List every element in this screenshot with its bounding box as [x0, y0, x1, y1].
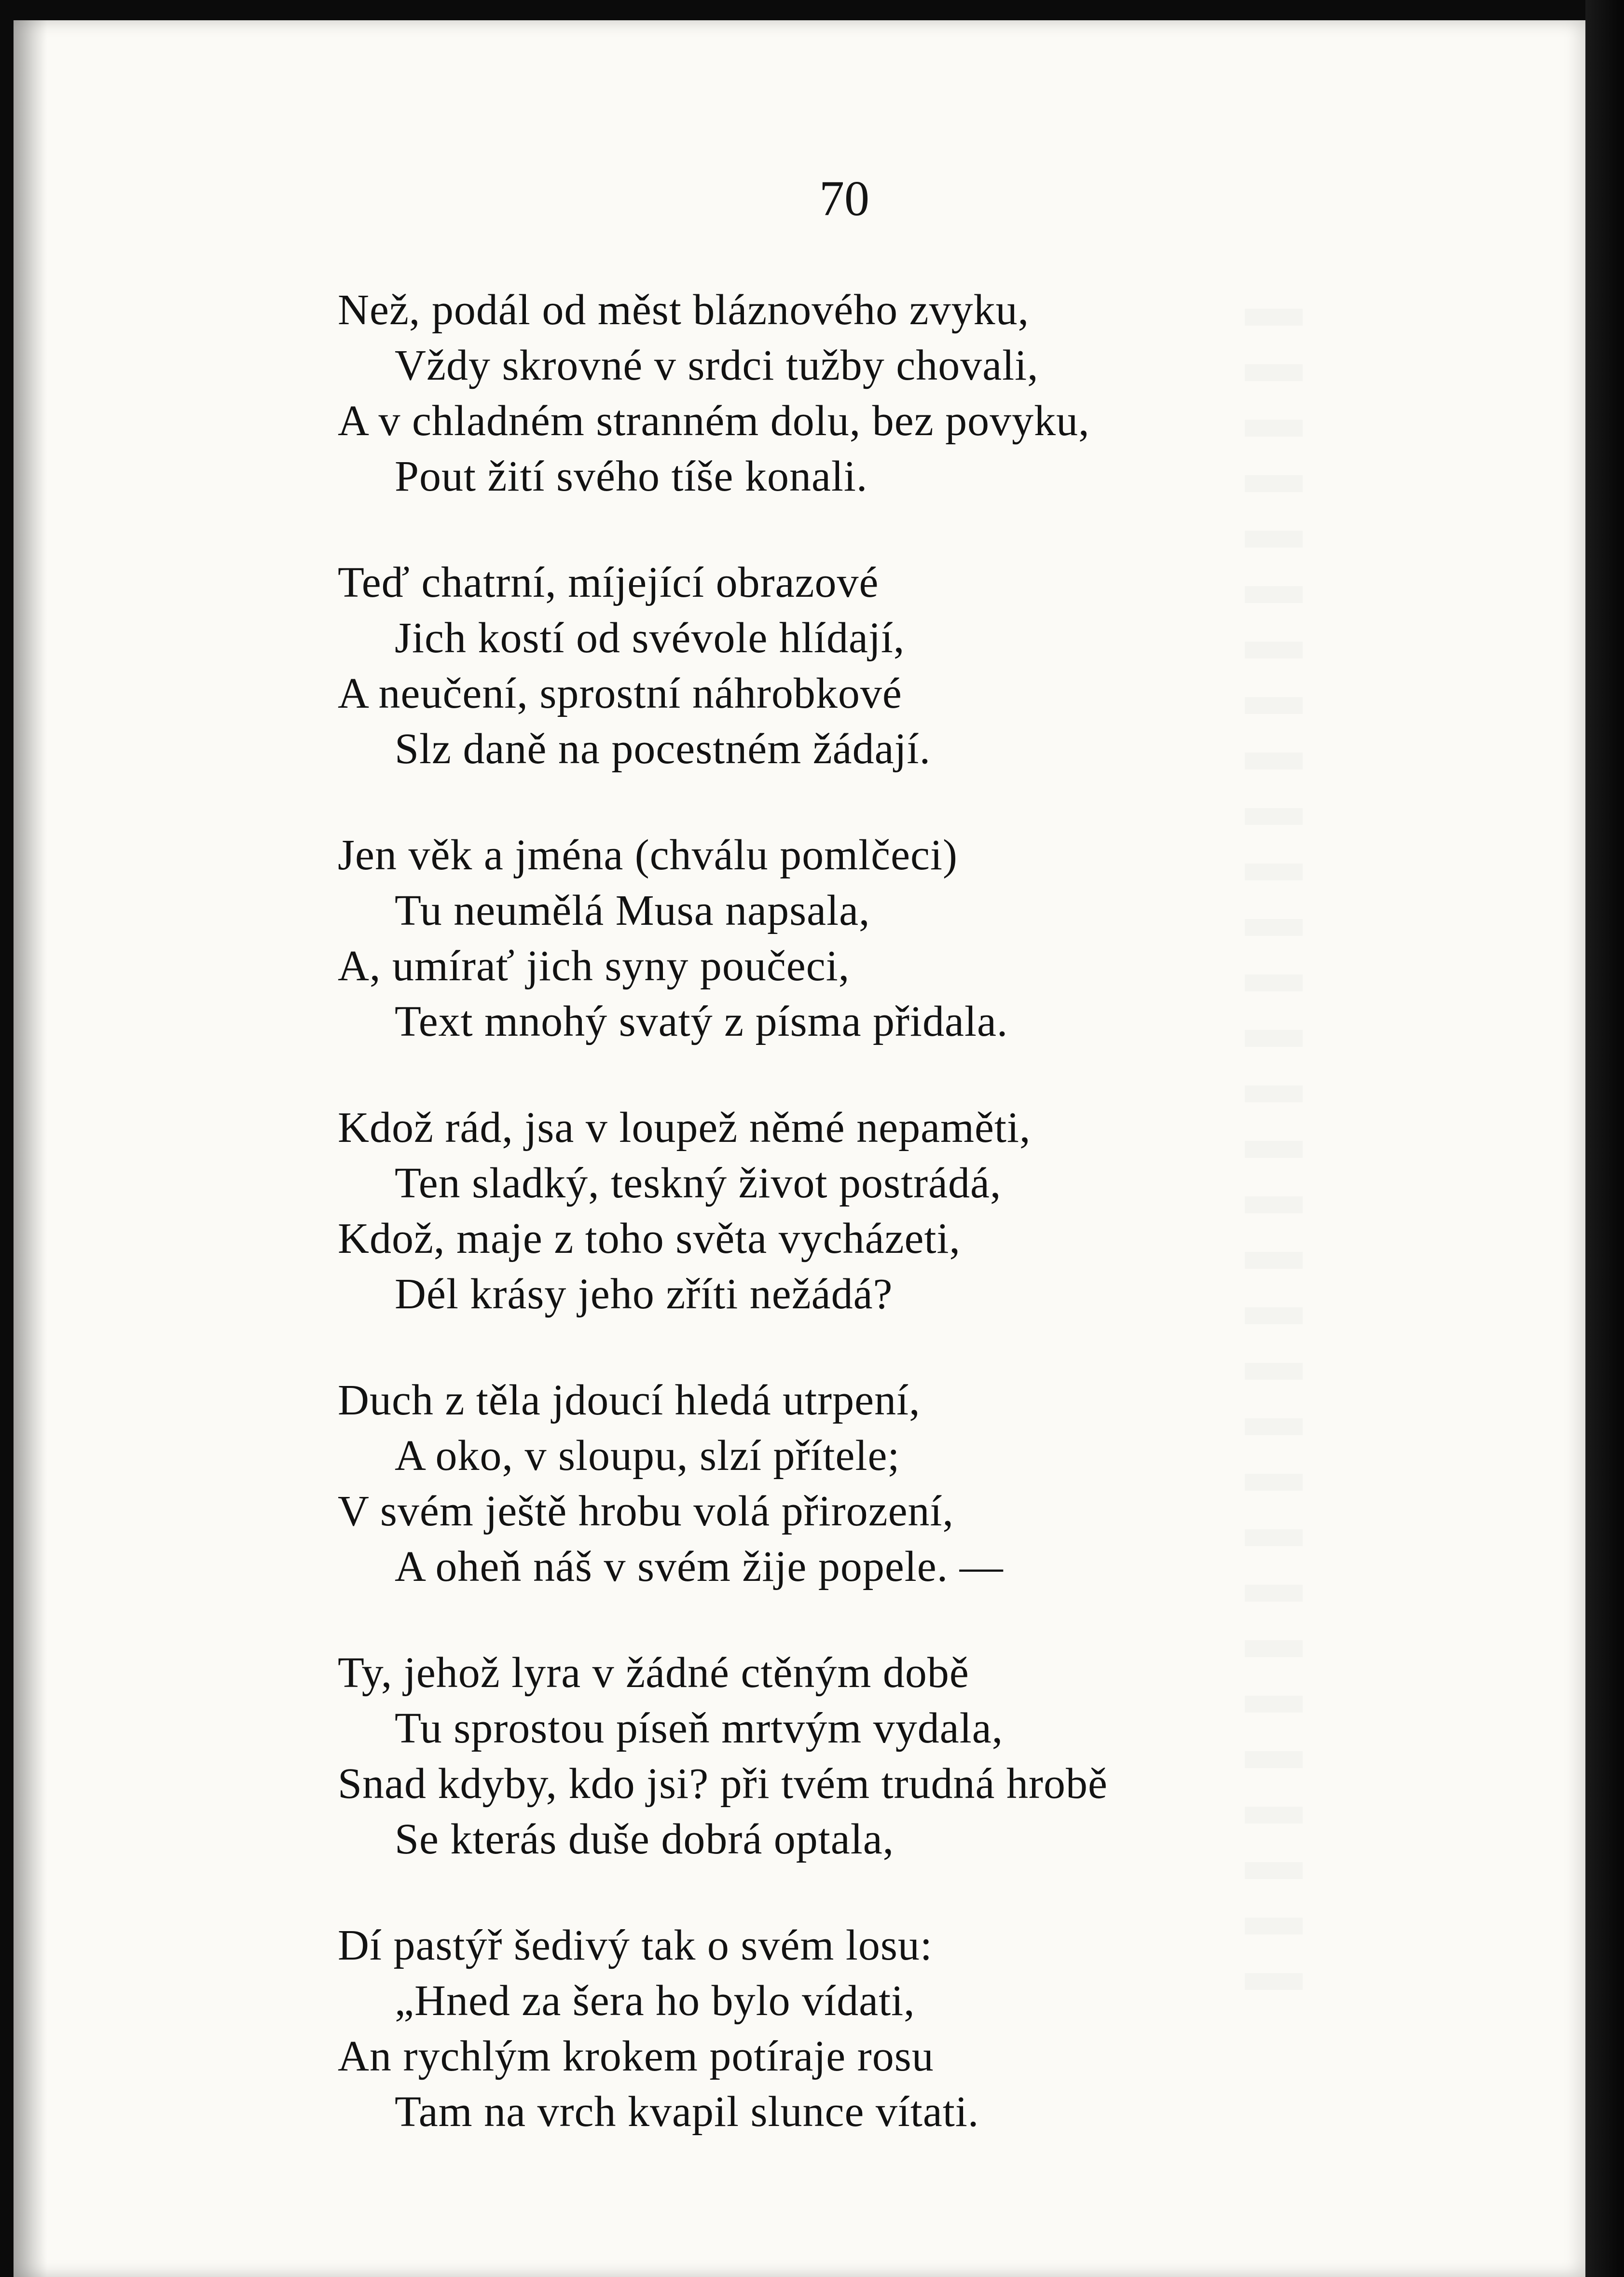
- stanza: [338, 1100, 1399, 1322]
- verse-line: Se kterás duše dobrá optala,: [395, 1815, 895, 1863]
- verse-line: Než, podál od měst bláznového zvyku,: [338, 286, 1030, 334]
- stanza: [338, 1372, 1399, 1594]
- stanza: [338, 282, 1399, 504]
- verse-line: An rychlým krokem potíraje rosu: [338, 2032, 934, 2080]
- verse-line: Tam na vrch kvapil slunce vítati.: [395, 2088, 979, 2136]
- verse-line: A oheň náš v svém žije popele. —: [395, 1543, 1004, 1591]
- verse-line: Jich kostí od svévole hlídají,: [395, 614, 905, 662]
- verse-line: Snad kdyby, kdo jsi? při tvém trudná hrobě: [338, 1760, 1108, 1808]
- verse-line: Teď chatrní, míjející obrazové: [338, 559, 879, 606]
- verse-line: Tu neumělá Musa napsala,: [395, 887, 870, 934]
- poem-text: [338, 282, 1399, 2190]
- verse-line: V svém ještě hrobu volá přirození,: [338, 1487, 954, 1535]
- verse-line: Vždy skrovné v srdci tužby chovali,: [395, 342, 1039, 389]
- verse-line: „Hned za šera ho bylo vídati,: [395, 1977, 915, 2025]
- verse-line: Dí pastýř šedivý tak o svém losu:: [338, 1921, 933, 1969]
- verse-line: Text mnohý svatý z písma přidala.: [395, 998, 1008, 1045]
- verse-line: A, umírať jich syny poučeci,: [338, 942, 850, 990]
- page-gutter-shadow: [14, 20, 47, 2277]
- verse-line: Jen věk a jména (chválu pomlčeci): [338, 831, 958, 879]
- stanza: [338, 1918, 1399, 2140]
- stanza: [338, 1645, 1399, 1867]
- verse-line: Kdož, maje z toho světa vycházeti,: [338, 1215, 961, 1262]
- verse-line: Tu sprostou píseň mrtvým vydala,: [395, 1704, 1004, 1752]
- scan-right-edge: [1585, 0, 1624, 2277]
- verse-line: Dél krásy jeho zříti nežádá?: [395, 1270, 893, 1318]
- stanza: [338, 555, 1399, 777]
- page-number: 70: [819, 171, 869, 226]
- verse-line: Slz daně na pocestném žádají.: [395, 725, 931, 773]
- verse-line: A neučení, sprostní náhrobkové: [338, 670, 902, 717]
- verse-line: A v chladném stranném dolu, bez povyku,: [338, 397, 1090, 445]
- verse-line: Ty, jehož lyra v žádné ctěným době: [338, 1649, 969, 1697]
- verse-line: Kdož rád, jsa v loupež němé nepaměti,: [338, 1104, 1031, 1152]
- verse-line: Pout žití svého tíše konali.: [395, 453, 868, 500]
- verse-line: Ten sladký, teskný život postrádá,: [395, 1159, 1002, 1207]
- verse-line: Duch z těla jdoucí hledá utrpení,: [338, 1376, 921, 1424]
- verse-line: A oko, v sloupu, slzí přítele;: [395, 1432, 900, 1480]
- stanza: [338, 827, 1399, 1049]
